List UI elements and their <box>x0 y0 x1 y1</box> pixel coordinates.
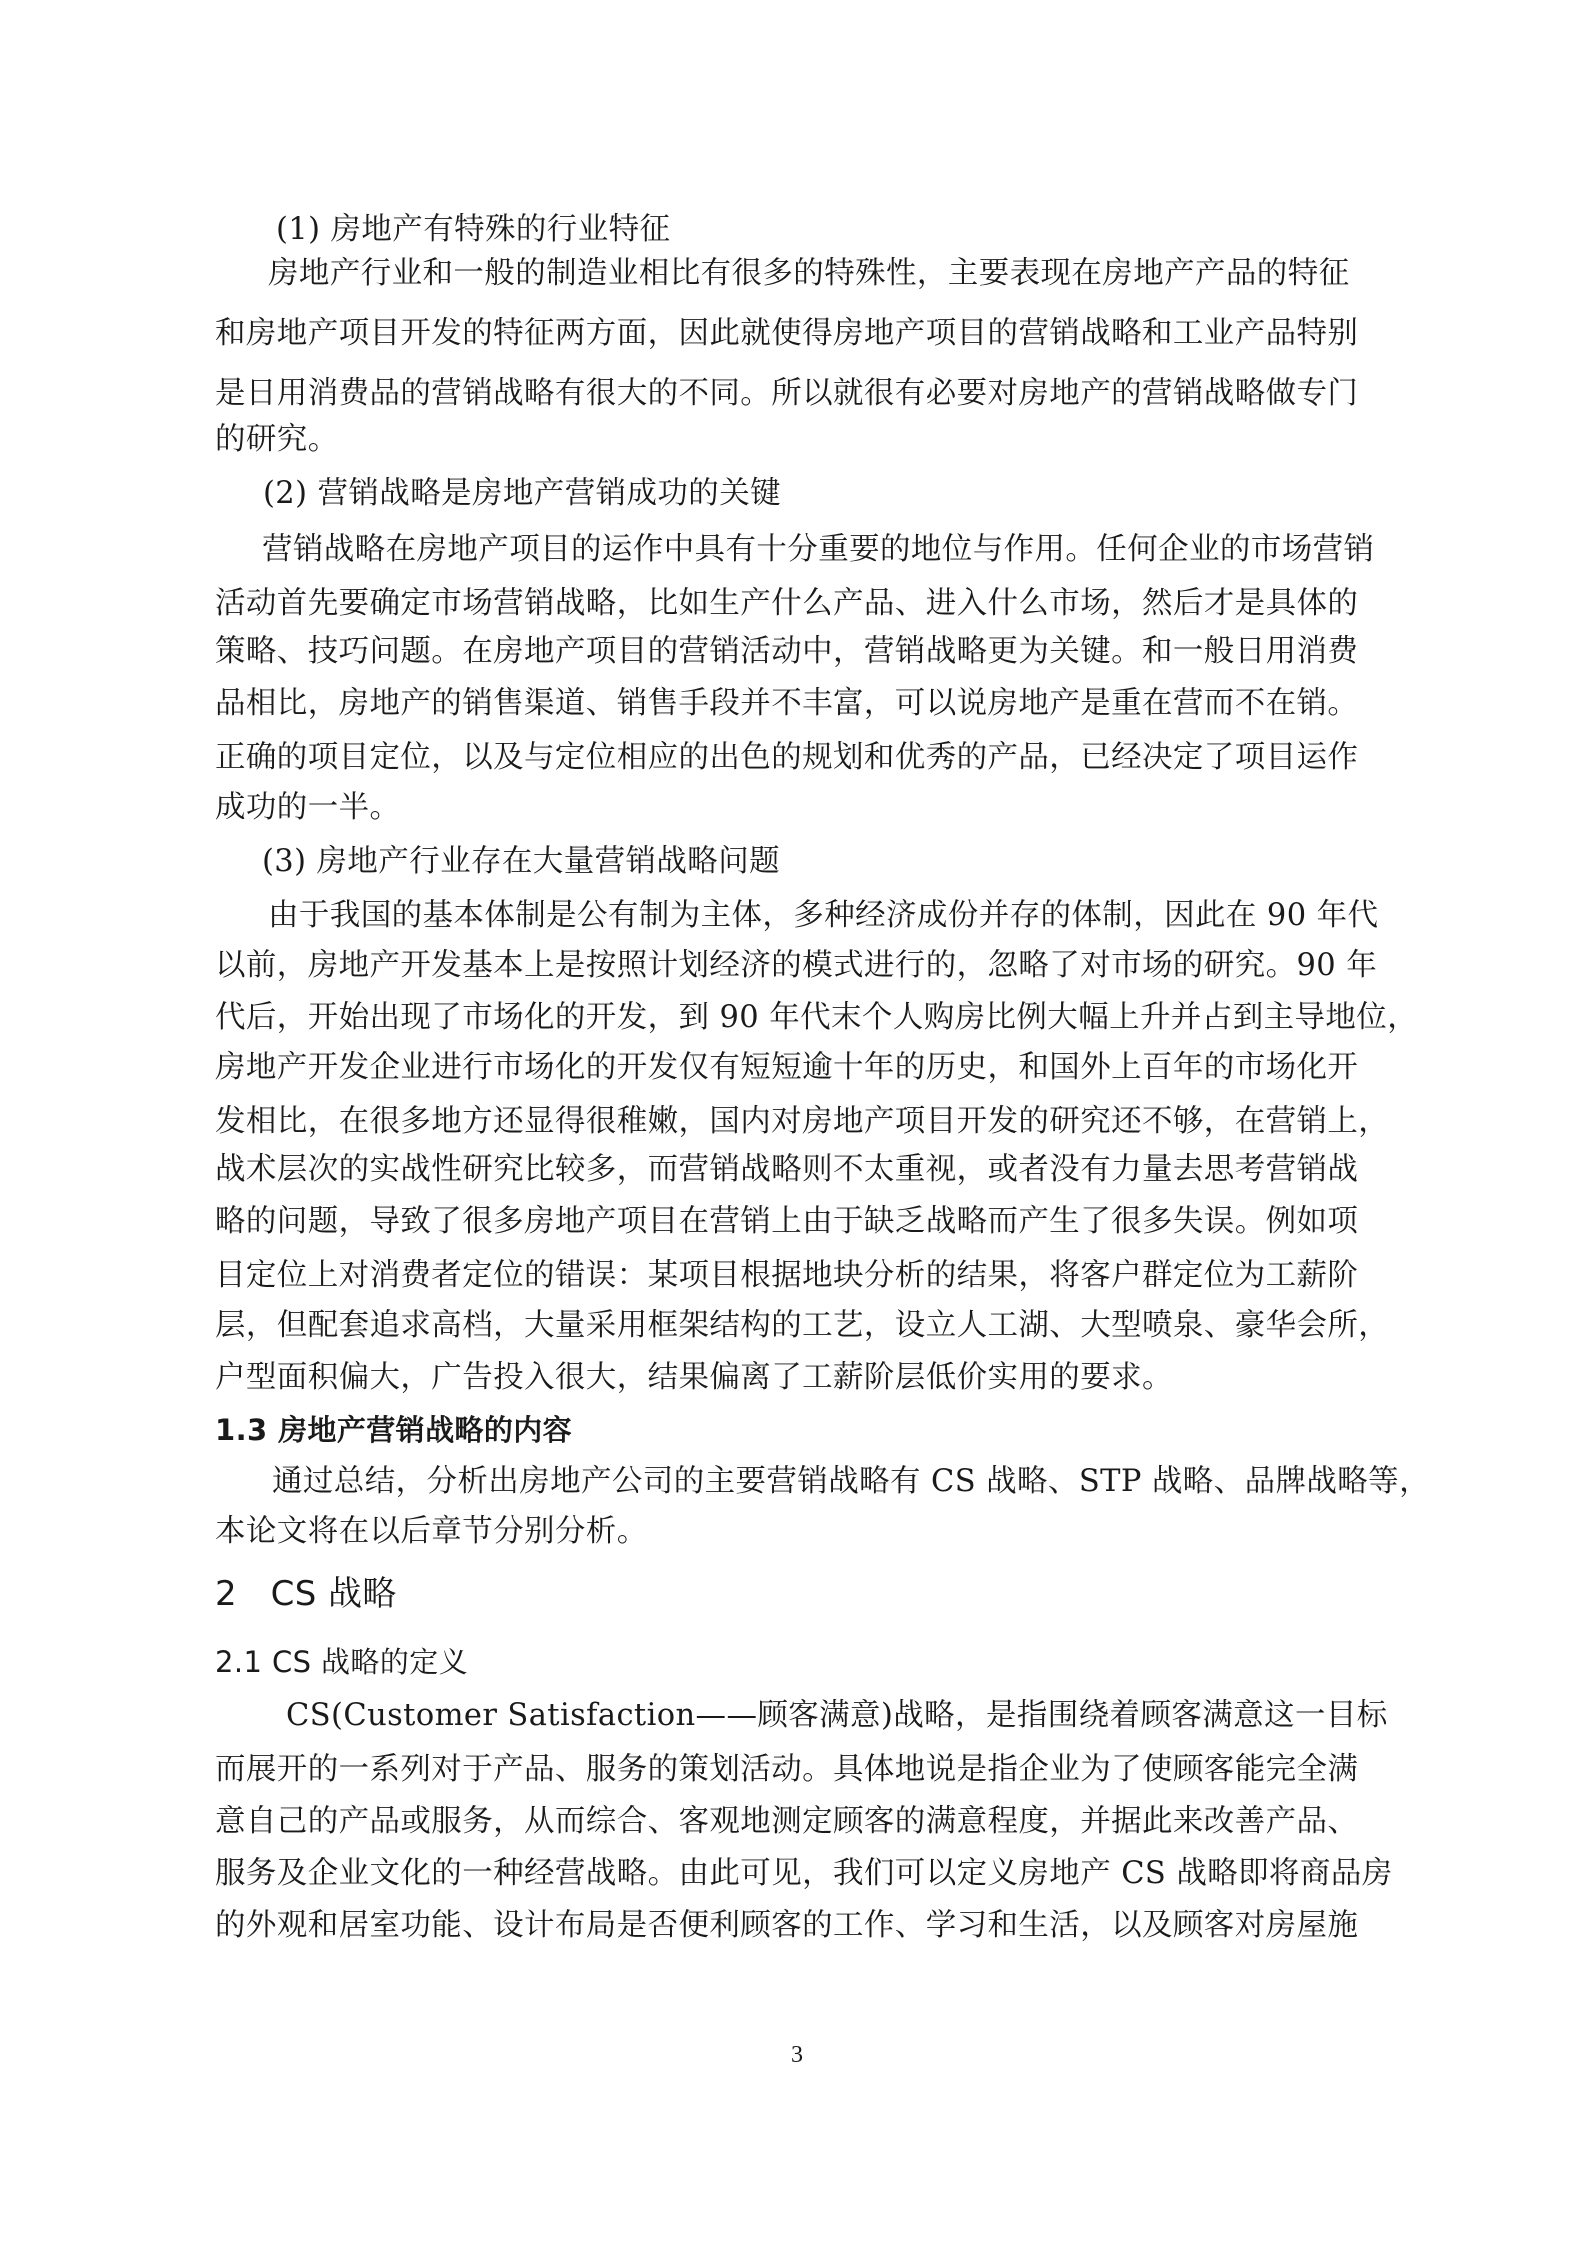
page-number: 3 <box>791 2042 803 2068</box>
subsection-heading-2: (2) 营销战略是房地产营销成功的关键 <box>263 476 781 511</box>
paragraph-line: 品相比，房地产的销售渠道、销售手段并不丰富，可以说房地产是重在营而不在销。 <box>215 686 1359 721</box>
paragraph-line: 是日用消费品的营销战略有很大的不同。所以就很有必要对房地产的营销战略做专门 <box>215 376 1359 411</box>
paragraph-line: 战术层次的实战性研究比较多，而营销战略则不太重视，或者没有力量去思考营销战 <box>215 1152 1359 1187</box>
paragraph-line: 和房地产项目开发的特征两方面，因此就使得房地产项目的营销战略和工业产品特别 <box>215 316 1359 351</box>
subsection-heading-1: (1) 房地产有特殊的行业特征 <box>276 212 671 247</box>
paragraph-line: CS(Customer Satisfaction——顾客满意)战略，是指围绕着顾客满意这一目标 <box>286 1698 1388 1733</box>
paragraph-line: 代后，开始出现了市场化的开发，到 90 年代末个人购房比例大幅上升并占到主导地位， <box>215 1000 1419 1035</box>
paragraph-line: 层，但配套追求高档，大量采用框架结构的工艺，设立人工湖、大型喷泉、豪华会所， <box>215 1308 1390 1343</box>
paragraph-line: 而展开的一系列对于产品、服务的策划活动。具体地说是指企业为了使顾客能完全满 <box>215 1752 1359 1787</box>
paragraph-line: 房地产开发企业进行市场化的开发仅有短短逾十年的历史，和国外上百年的市场化开 <box>215 1050 1359 1085</box>
paragraph-line: 略的问题，导致了很多房地产项目在营销上由于缺乏战略而产生了很多失误。例如项 <box>215 1204 1359 1239</box>
paragraph-line: 目定位上对消费者定位的错误：某项目根据地块分析的结果，将客户群定位为工薪阶 <box>215 1258 1359 1293</box>
paragraph-line: 发相比，在很多地方还显得很稚嫩，国内对房地产项目开发的研究还不够，在营销上， <box>215 1104 1390 1139</box>
paragraph-line: 本论文将在以后章节分别分析。 <box>215 1514 648 1549</box>
paragraph-line: 策略、技巧问题。在房地产项目的营销活动中，营销战略更为关键。和一般日用消费 <box>215 634 1359 669</box>
paragraph-line: 服务及企业文化的一种经营战略。由此可见，我们可以定义房地产 CS 战略即将商品房 <box>215 1856 1393 1891</box>
chapter-heading-2: 2 CS 战略 <box>215 1574 397 1614</box>
paragraph-line: 由于我国的基本体制是公有制为主体，多种经济成份并存的体制，因此在 90 年代 <box>268 898 1379 933</box>
paragraph-line: 正确的项目定位，以及与定位相应的出色的规划和优秀的产品，已经决定了项目运作 <box>215 740 1359 775</box>
paragraph-line: 以前，房地产开发基本上是按照计划经济的模式进行的，忽略了对市场的研究。90 年 <box>215 948 1378 983</box>
section-heading-2-1: 2.1 CS 战略的定义 <box>215 1645 469 1679</box>
subsection-heading-3: (3) 房地产行业存在大量营销战略问题 <box>262 844 780 879</box>
paragraph-line: 营销战略在房地产项目的运作中具有十分重要的地位与作用。任何企业的市场营销 <box>262 532 1375 567</box>
section-heading-1-3: 1.3 房地产营销战略的内容 <box>215 1413 573 1447</box>
paragraph-line: 的研究。 <box>215 422 339 457</box>
paragraph-line: 意自己的产品或服务，从而综合、客观地测定顾客的满意程度，并据此来改善产品、 <box>215 1804 1359 1839</box>
paragraph-line: 户型面积偏大，广告投入很大，结果偏离了工薪阶层低价实用的要求。 <box>215 1360 1173 1395</box>
paragraph-line: 通过总结，分析出房地产公司的主要营销战略有 CS 战略、STP 战略、品牌战略等， <box>272 1464 1430 1499</box>
paragraph-line: 活动首先要确定市场营销战略，比如生产什么产品、进入什么市场，然后才是具体的 <box>215 586 1359 621</box>
paragraph-line: 的外观和居室功能、设计布局是否便利顾客的工作、学习和生活，以及顾客对房屋施 <box>215 1908 1359 1943</box>
paragraph-line: 成功的一半。 <box>215 790 401 825</box>
paragraph-line: 房地产行业和一般的制造业相比有很多的特殊性，主要表现在房地产产品的特征 <box>268 256 1350 291</box>
